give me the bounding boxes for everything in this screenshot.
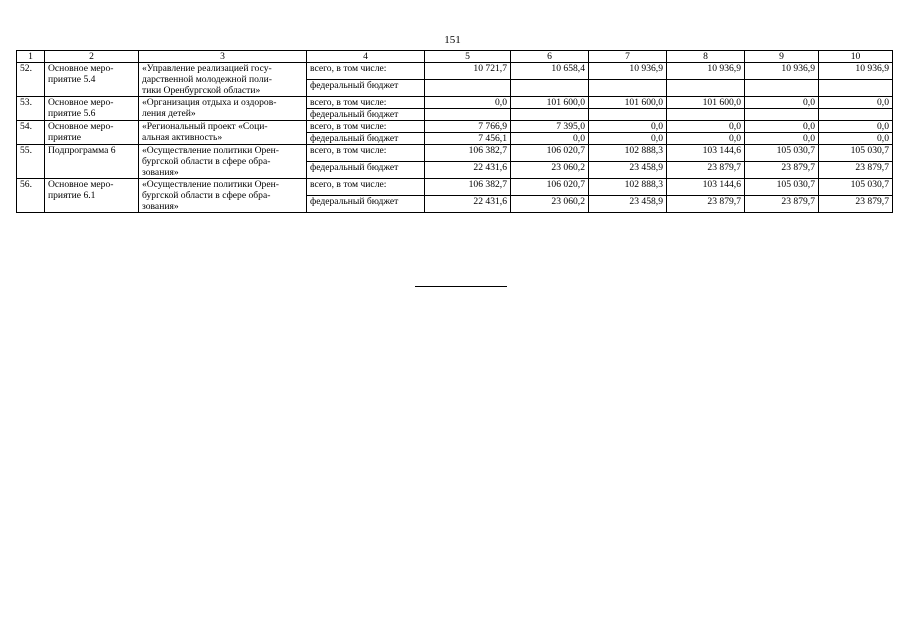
activity-name (139, 145, 307, 179)
activity-name-line: зования» (142, 201, 179, 212)
amount-cell: 0,0 (745, 133, 819, 145)
column-header: 7 (589, 51, 667, 63)
amount-cell: 23 879,7 (819, 162, 893, 179)
row-number: 56. (17, 179, 45, 213)
activity-type (45, 145, 139, 179)
funding-source-label: всего, в том числе: (307, 121, 425, 133)
amount-cell: 105 030,7 (819, 145, 893, 162)
amount-cell: 102 888,3 (589, 179, 667, 196)
activity-name-line: альная активность» (142, 132, 223, 143)
amount-cell: 23 458,9 (589, 162, 667, 179)
amount-cell: 10 936,9 (589, 63, 667, 80)
budget-table (16, 50, 893, 213)
activity-name-line: «Осуществление политики Орен- (142, 145, 279, 156)
amount-cell: 23 879,7 (819, 196, 893, 213)
amount-cell (745, 109, 819, 121)
amount-cell: 0,0 (589, 133, 667, 145)
table-row (17, 63, 893, 80)
amount-cell: 7 766,9 (425, 121, 511, 133)
activity-type-line: Основное меро- (48, 63, 114, 74)
column-header: 9 (745, 51, 819, 63)
amount-cell (745, 80, 819, 97)
amount-cell: 105 030,7 (745, 145, 819, 162)
column-header: 2 (45, 51, 139, 63)
amount-cell: 0,0 (745, 97, 819, 109)
funding-source-label: всего, в том числе: (307, 63, 425, 80)
table-row (17, 97, 893, 109)
amount-cell (589, 80, 667, 97)
activity-name-line: «Региональный проект «Соци- (142, 121, 268, 132)
amount-cell: 0,0 (667, 133, 745, 145)
activity-type-line: Основное меро- (48, 179, 114, 190)
amount-cell (819, 109, 893, 121)
activity-name (139, 121, 307, 145)
amount-cell: 0,0 (819, 97, 893, 109)
amount-cell: 0,0 (589, 121, 667, 133)
activity-type-line: Основное меро- (48, 121, 114, 132)
amount-cell (667, 80, 745, 97)
amount-cell: 7 395,0 (511, 121, 589, 133)
activity-name-line: ления детей» (142, 108, 196, 119)
amount-cell (425, 80, 511, 97)
amount-cell (511, 80, 589, 97)
end-of-page-rule (415, 286, 507, 287)
activity-name-line: «Осуществление политики Орен- (142, 179, 279, 190)
amount-cell: 23 060,2 (511, 162, 589, 179)
amount-cell: 22 431,6 (425, 162, 511, 179)
amount-cell: 101 600,0 (511, 97, 589, 109)
activity-type (45, 97, 139, 121)
funding-source-label: федеральный бюджет (307, 196, 425, 213)
funding-source-label: федеральный бюджет (307, 133, 425, 145)
activity-name-line: бургской области в сфере обра- (142, 190, 271, 201)
amount-cell: 0,0 (667, 121, 745, 133)
column-number-row (17, 51, 893, 63)
funding-source-label: всего, в том числе: (307, 145, 425, 162)
activity-type-line: приятие 5.4 (48, 74, 96, 85)
amount-cell: 105 030,7 (819, 179, 893, 196)
activity-type-line: приятие 5.6 (48, 108, 96, 119)
activity-name-line: тики Оренбургской области» (142, 85, 261, 96)
row-number: 55. (17, 145, 45, 179)
amount-cell: 23 879,7 (745, 162, 819, 179)
amount-cell (819, 80, 893, 97)
amount-cell: 10 936,9 (745, 63, 819, 80)
activity-name-line: бургской области в сфере обра- (142, 156, 271, 167)
amount-cell: 106 020,7 (511, 179, 589, 196)
amount-cell: 10 936,9 (819, 63, 893, 80)
amount-cell (667, 109, 745, 121)
amount-cell: 102 888,3 (589, 145, 667, 162)
activity-name (139, 179, 307, 213)
amount-cell: 23 060,2 (511, 196, 589, 213)
amount-cell: 103 144,6 (667, 145, 745, 162)
amount-cell (511, 109, 589, 121)
amount-cell: 0,0 (819, 121, 893, 133)
column-header: 6 (511, 51, 589, 63)
activity-name-line: «Организация отдыха и оздоров- (142, 97, 277, 108)
amount-cell: 0,0 (511, 133, 589, 145)
funding-source-label: федеральный бюджет (307, 162, 425, 179)
row-number: 53. (17, 97, 45, 121)
funding-source-label: всего, в том числе: (307, 97, 425, 109)
activity-name-line: «Управление реализацией госу- (142, 63, 272, 74)
activity-type-line: Основное меро- (48, 97, 114, 108)
amount-cell: 106 382,7 (425, 145, 511, 162)
amount-cell: 106 382,7 (425, 179, 511, 196)
activity-name-line: дарственной молодежной поли- (142, 74, 272, 85)
column-header: 4 (307, 51, 425, 63)
activity-type-line: приятие (48, 132, 82, 143)
activity-type (45, 179, 139, 213)
amount-cell: 22 431,6 (425, 196, 511, 213)
amount-cell: 101 600,0 (589, 97, 667, 109)
activity-name-line: зования» (142, 167, 179, 178)
amount-cell: 23 879,7 (745, 196, 819, 213)
amount-cell: 23 458,9 (589, 196, 667, 213)
amount-cell: 101 600,0 (667, 97, 745, 109)
activity-name (139, 97, 307, 121)
activity-type (45, 121, 139, 145)
funding-source-label: всего, в том числе: (307, 179, 425, 196)
activity-type (45, 63, 139, 97)
amount-cell: 0,0 (425, 97, 511, 109)
activity-type-line: приятие 6.1 (48, 190, 96, 201)
amount-cell: 23 879,7 (667, 162, 745, 179)
amount-cell (589, 109, 667, 121)
column-header: 5 (425, 51, 511, 63)
row-number: 52. (17, 63, 45, 97)
amount-cell: 7 456,1 (425, 133, 511, 145)
column-header: 3 (139, 51, 307, 63)
row-number: 54. (17, 121, 45, 145)
column-header: 8 (667, 51, 745, 63)
amount-cell: 0,0 (819, 133, 893, 145)
amount-cell: 10 936,9 (667, 63, 745, 80)
amount-cell: 105 030,7 (745, 179, 819, 196)
activity-type-line: Подпрограмма 6 (48, 145, 116, 156)
amount-cell (425, 109, 511, 121)
table-row (17, 121, 893, 133)
page-number: 151 (444, 34, 461, 46)
funding-source-label: федеральный бюджет (307, 80, 425, 97)
funding-source-label: федеральный бюджет (307, 109, 425, 121)
activity-name (139, 63, 307, 97)
amount-cell: 0,0 (745, 121, 819, 133)
amount-cell: 106 020,7 (511, 145, 589, 162)
amount-cell: 10 721,7 (425, 63, 511, 80)
amount-cell: 10 658,4 (511, 63, 589, 80)
amount-cell: 103 144,6 (667, 179, 745, 196)
column-header: 1 (17, 51, 45, 63)
column-header: 10 (819, 51, 893, 63)
amount-cell: 23 879,7 (667, 196, 745, 213)
table-body (17, 63, 893, 213)
table-row (17, 179, 893, 196)
table-row (17, 145, 893, 162)
